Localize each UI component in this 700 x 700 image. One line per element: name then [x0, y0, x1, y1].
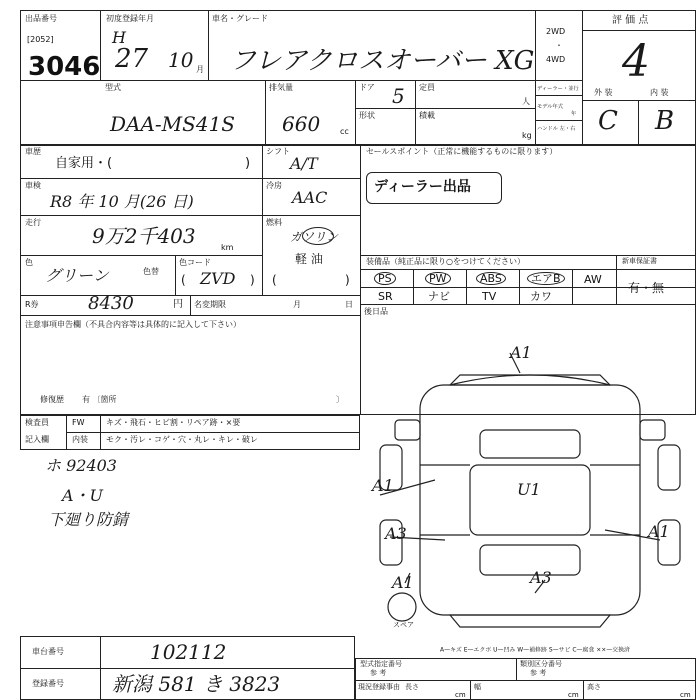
reg-reason-label: 現況登録事由	[358, 683, 400, 691]
width-label: 幅	[474, 683, 481, 691]
color-paren-close: )	[250, 273, 255, 287]
recycle-label: R券	[25, 300, 39, 309]
equip-pw: PW	[425, 272, 451, 285]
usage-close: )	[245, 156, 251, 171]
chassis-label: 車台番号	[32, 647, 64, 656]
equip-navi: ナビ	[428, 290, 450, 303]
fuel-paren-close: )	[345, 273, 350, 287]
dealer-badge-text: ディーラー出品	[374, 179, 471, 195]
aftermarket-label: 後日品	[364, 307, 388, 316]
displacement-label: 排気量	[269, 83, 293, 92]
damage-mark-spare: A1	[392, 573, 414, 592]
color-code-label: 色コード	[179, 258, 211, 267]
meigi-month: 月	[293, 300, 301, 309]
inspection-value: R8 年 10 月(26 日)	[50, 192, 194, 211]
model-label: 型式	[105, 83, 121, 92]
fuel-diesel: 軽 油	[295, 252, 323, 266]
car-name: フレアクロスオーバー XG	[230, 46, 535, 76]
dealer-label: ディーラー・並行	[537, 85, 579, 92]
equipment-label: 装備品（純正品に限り○をつけてください）	[366, 257, 525, 266]
handwritten-line-1: ホ 92403	[45, 456, 117, 475]
meigi-day: 日	[345, 300, 353, 309]
warranty-label: 新車保証書	[622, 257, 657, 265]
shift-value: A/T	[290, 154, 318, 173]
model-code: DAA-MS41S	[110, 112, 236, 136]
category-label: 類別区分番号	[520, 660, 562, 668]
plate-label: 登録番号	[32, 679, 64, 688]
lot-label: 出品番号	[25, 14, 57, 23]
score-label: 評 価 点	[612, 15, 649, 26]
color-paren-open: (	[181, 273, 186, 287]
damage-mark-left-front: A1	[372, 476, 394, 495]
equip-sr: SR	[378, 290, 393, 303]
color-change-label: 色替	[143, 267, 159, 276]
fuel-gas-circle	[302, 227, 334, 245]
left-mirror	[395, 420, 420, 440]
exterior-label: 外 装	[594, 88, 613, 97]
shift-label: シフト	[266, 147, 290, 156]
score-value: 4	[622, 36, 650, 87]
kg-unit: kg	[522, 131, 532, 140]
door-count: 5	[392, 84, 405, 108]
plate-value: 新潟 581 き 3823	[112, 672, 281, 696]
repair-close: 〕	[336, 395, 344, 404]
handwritten-line-3: 下廻り防錆	[48, 510, 129, 529]
width-cm: cm	[568, 691, 579, 699]
drive-2wd: 2WD	[546, 27, 566, 36]
type-specified-label: 型式指定番号	[360, 660, 402, 668]
spare-label: スペア	[393, 621, 414, 629]
color-label: 色	[25, 258, 33, 267]
meigi-label: 名変期限	[194, 300, 226, 309]
ac-label: 冷房	[266, 181, 282, 190]
front-right-wheel	[658, 445, 680, 490]
lot-code: [2052]	[27, 35, 54, 44]
attention-label: 注意事項申告欄（不具合内容等は具体的に記入して下さい）	[25, 320, 241, 329]
cc-unit: cc	[340, 127, 349, 136]
equip-leather: カワ	[530, 290, 552, 303]
length-cm: cm	[455, 691, 466, 699]
type-specified-ref: 参 考	[370, 669, 387, 677]
warranty-value: 有・無	[628, 281, 665, 295]
exterior-grade: C	[598, 106, 618, 136]
km-unit: km	[221, 243, 234, 252]
year-unit: 年	[571, 110, 577, 117]
inspector-row2-head: 内装	[72, 435, 88, 444]
equip-tv: TV	[482, 290, 497, 303]
damage-mark-front: A1	[510, 343, 532, 362]
drive-4wd: 4WD	[546, 55, 566, 64]
repair-value: 有 〔箇所	[82, 395, 117, 404]
month-unit: 月	[196, 65, 204, 74]
category-ref: 参 考	[530, 669, 547, 677]
drive-dot: ・	[555, 41, 563, 50]
person-unit: 人	[522, 97, 530, 106]
inspector-label-top: 検査員	[25, 418, 49, 427]
right-mirror	[640, 420, 665, 440]
equip-abs: ABS	[476, 272, 506, 285]
color-code-value: ZVD	[200, 269, 236, 288]
spare-tire	[388, 593, 416, 621]
shape-label: 形状	[359, 111, 375, 120]
height-label: 高さ	[587, 683, 601, 691]
legend-text: A—キズ E—エクボ U—凹み W—補修跡 S—サビ C—腐食 ××—交換済	[440, 646, 631, 653]
inspection-label: 車検	[25, 181, 41, 190]
damage-mark-rear: A3	[530, 568, 552, 587]
handwritten-line-2: A・U	[62, 486, 104, 505]
length-label: 長さ	[405, 683, 419, 691]
color-value: グリーン	[45, 266, 109, 285]
damage-mark-roof: U1	[517, 480, 541, 499]
first-registration-label: 初度登録年月	[106, 14, 154, 23]
registration-month: 10	[168, 48, 194, 72]
load-label: 積載	[419, 111, 435, 120]
model-year-label: モデル年式	[537, 103, 563, 110]
displacement-value: 660	[282, 112, 321, 136]
rear-bumper	[450, 615, 610, 627]
usage-value: 自家用・(	[55, 156, 113, 171]
usage-label: 車歴	[25, 147, 41, 156]
car-name-label: 車名・グレード	[212, 14, 268, 23]
fuel-gas: ガソリン	[290, 230, 339, 244]
registration-year: 27	[115, 44, 149, 74]
equip-airbag: エアB	[527, 272, 565, 285]
interior-label: 内 装	[650, 88, 669, 97]
interior-grade: B	[655, 106, 675, 136]
damage-mark-left-rear: A3	[385, 524, 407, 543]
inspector-row1-text: キズ・飛石・ヒビ割・リペア跡・×要	[106, 418, 241, 427]
yen-unit: 円	[173, 299, 183, 310]
inspector-row2-text: モク・汚レ・コゲ・穴・丸レ・キレ・破レ	[106, 435, 258, 444]
repair-label: 修復歴	[40, 395, 64, 404]
recycle-value: 8430	[88, 293, 134, 314]
inspector-row1-head: FW	[72, 418, 85, 427]
capacity-label: 定員	[419, 83, 435, 92]
car-hood	[450, 375, 610, 385]
equip-aw: AW	[584, 273, 602, 286]
ac-value: AAC	[292, 188, 328, 207]
car-windshield	[480, 430, 580, 458]
inspector-label-bottom: 記入欄	[25, 435, 49, 444]
fuel-paren-open: (	[272, 273, 277, 287]
equip-ps: PS	[374, 272, 396, 285]
height-cm: cm	[680, 691, 691, 699]
car-roof	[470, 465, 590, 535]
lot-number: 3046	[28, 52, 101, 82]
mileage-value: 9万2千403	[92, 224, 196, 248]
damage-mark-right: A1	[648, 522, 670, 541]
door-label: ドア	[359, 83, 375, 92]
mileage-label: 走行	[25, 218, 41, 227]
handle-label: ハンドル 左・右	[537, 125, 576, 132]
era: H	[112, 28, 126, 47]
chassis-value: 102112	[150, 640, 227, 664]
sales-point-label: セールスポイント（正常に機能するものに限ります）	[366, 147, 558, 156]
fuel-label: 燃料	[266, 218, 282, 227]
